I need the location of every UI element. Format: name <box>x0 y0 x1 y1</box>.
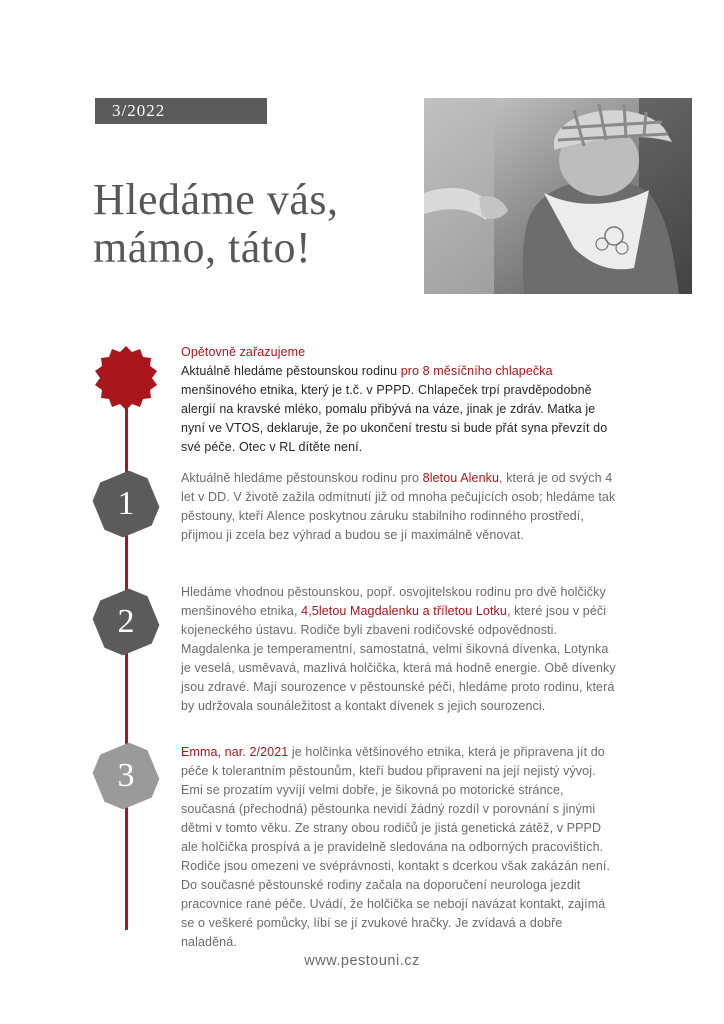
page-title-line-2: mámo, táto! <box>93 223 312 272</box>
entry-heading: Opětovně zařazujeme <box>181 345 306 359</box>
timeline-marker-3 <box>92 742 160 810</box>
timeline-marker-number <box>92 344 160 412</box>
entry-highlight: 4,5letou Magdalenku a tříletou Lotku <box>301 604 507 618</box>
entry-highlight: 8letou Alenku <box>422 471 500 485</box>
entry-text <box>181 362 621 457</box>
timeline-marker-2 <box>92 588 160 656</box>
entry-highlight: Emma, nar. 2/2021 <box>181 745 289 759</box>
issue-tag: 3/2022 <box>95 98 267 124</box>
timeline-marker-1 <box>92 470 160 538</box>
entry-3 <box>181 743 621 952</box>
page-title-line-1: Hledáme vás, <box>93 175 339 224</box>
timeline-marker-number: 3 <box>117 757 135 794</box>
entry-text <box>181 743 621 952</box>
entry-1 <box>181 469 621 545</box>
child-photo <box>424 98 692 294</box>
child-photo-illustration <box>424 98 692 294</box>
entry-intro: Aktuálně hledáme pěstounskou rodinu pro <box>181 471 423 485</box>
entry-rest: je holčinka většinového etnika, která je připravena jít do péče k tolerantním pěstounům, kteří budou připraveni na její nejistý vývoj. Emi se prozatím vyvíjí velmi dobře, je šikovná po motorické stránce, současná (přechodná) pěstounka nevidí žádný rozdíl v porovnání s jinými dětmi v tomto věku. Ze strany obou rodičů je jistá genetická zátěž, v PPPD ale holčička prospívá a je pravidelně sledována na odborných pracovištích. Rodiče jsou omezeni ve svéprávnosti, kontakt s dcerkou však zakázán není. Do současné pěstounské rodiny začala na doporučení neurologa jezdit pracovnice rané péče. Uvádí, že holčička se nebojí navázat kontakt, zajímá se o veškeré pomůcky, líbí se jí zvukové hračky. Je zvídavá a dobře naladěná. <box>181 745 611 949</box>
entry-intro: Aktuálně hledáme pěstounskou rodinu <box>181 364 401 378</box>
footer-website-link[interactable]: www.pestouni.cz <box>304 953 420 969</box>
entry-text <box>181 469 621 545</box>
page-title <box>93 176 393 272</box>
timeline-marker-red <box>92 344 160 412</box>
timeline-marker-number: 1 <box>117 485 135 522</box>
entry-2 <box>181 583 621 716</box>
timeline-marker-number: 2 <box>117 603 135 640</box>
entry-highlight: pro 8 měsíčního chlapečka <box>400 364 553 378</box>
entry-rest: , které jsou v péči kojeneckého ústavu. Rodiče byli zbaveni rodičovské odpovědnosti. Magdalenka je temperamentní, samostatná, velmi šikovná dívenka, Lotynka je veselá, usměvavá, mazlivá holčička, která má hodně energie. Obě dívenky jsou zdravé. Mají sourozence v pěstounské péči, hledáme proto rodinu, která by udržovala sounáležitost a kontakt dívenek s jejich sourozenci. <box>181 604 616 713</box>
entry-rest: , která je od svých 4 let v DD. V životě zažila odmítnutí již od mnoha pečujících osob; hledáme tak pěstouny, kteří Alence poskytnou záruku stabilního rodinného prostředí, přijmou ji zcela bez výhrad a budou se jí maximálně věnovat. <box>181 471 616 542</box>
entry-text <box>181 583 621 716</box>
entry-0 <box>181 343 621 457</box>
entry-rest: menšinového etnika, který je t.č. v PPPD. Chlapeček trpí pravděpodobně alergií na kravské mléko, pomalu přibývá na váze, jinak je zdráv. Matka je nyní ve VTOS, deklaruje, že po ukončení trestu si bude přát syna převzít do své péče. Otec v RL dítěte není. <box>181 383 608 454</box>
entry-intro: Hledáme vhodnou pěstounskou, popř. osvojitelskou rodinu pro dvě holčičky menšinového etnika, <box>181 585 606 618</box>
